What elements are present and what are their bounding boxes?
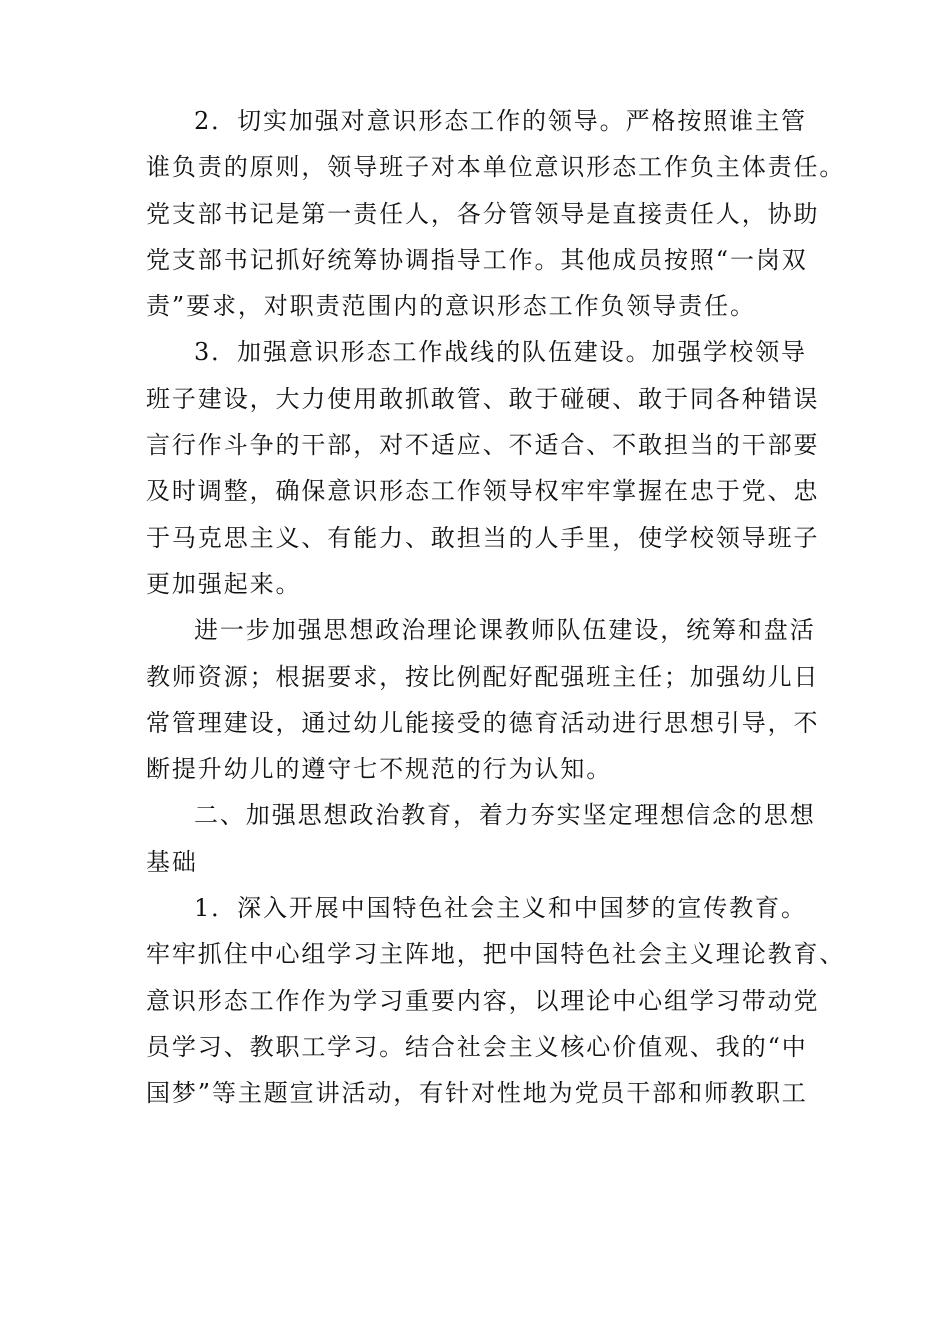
- paragraph-line: 党支部书记抓好统筹协调指导工作。其他成员按照“一岗双: [146, 245, 808, 274]
- paragraph-line: 牢牢抓住中心组学习主阵地，把中国特色社会主义理论教育、: [146, 940, 846, 969]
- paragraph-line: 教师资源；根据要求，按比例配好配强班主任；加强幼儿日: [146, 662, 820, 691]
- section-heading-line: 基础: [146, 847, 198, 876]
- document-body: [146, 98, 846, 1117]
- paragraph-line: 员学习、教职工学习。结合社会主义核心价值观、我的“中: [146, 1032, 808, 1061]
- paragraph-line: 3．加强意识形态工作战线的队伍建设。加强学校领导: [194, 338, 807, 367]
- paragraph-line: 及时调整，确保意识形态工作领导权牢牢掌握在忠于党、忠: [146, 477, 820, 506]
- paragraph-line: 常管理建设，通过幼儿能接受的德育活动进行思想引导，不: [146, 708, 820, 737]
- paragraph-line: 班子建设，大力使用敢抓敢管、敢于碰硬、敢于同各种错误: [146, 384, 820, 413]
- paragraph-line: 进一步加强思想政治理论课教师队伍建设，统筹和盘活: [194, 616, 816, 645]
- paragraph-line: 1．深入开展中国特色社会主义和中国梦的宣传教育。: [194, 894, 807, 923]
- paragraph-line: 断提升幼儿的遵守七不规范的行为认知。: [146, 755, 613, 784]
- paragraph-line: 谁负责的原则，领导班子对本单位意识形态工作负主体责任。: [146, 153, 846, 182]
- paragraph-line: 国梦”等主题宣讲活动，有针对性地为党员干部和师教职工: [146, 1079, 808, 1108]
- paragraph-line: 责”要求，对职责范围内的意识形态工作负领导责任。: [146, 292, 756, 321]
- paragraph-line: 更加强起来。: [146, 569, 302, 598]
- paragraph-line: 2．切实加强对意识形态工作的领导。严格按照谁主管: [194, 107, 807, 135]
- paragraph-line: 言行作斗争的干部，对不适应、不适合、不敢担当的干部要: [146, 431, 820, 460]
- paragraph-line: 意识形态工作作为学习重要内容，以理论中心组学习带动党: [146, 986, 820, 1015]
- paragraph-line: 于马克思主义、有能力、敢担当的人手里，使学校领导班子: [146, 523, 820, 552]
- paragraph-line: 党支部书记是第一责任人，各分管领导是直接责任人，协助: [146, 199, 820, 228]
- section-heading-line: 二、加强思想政治教育，着力夯实坚定理想信念的思想: [194, 801, 816, 830]
